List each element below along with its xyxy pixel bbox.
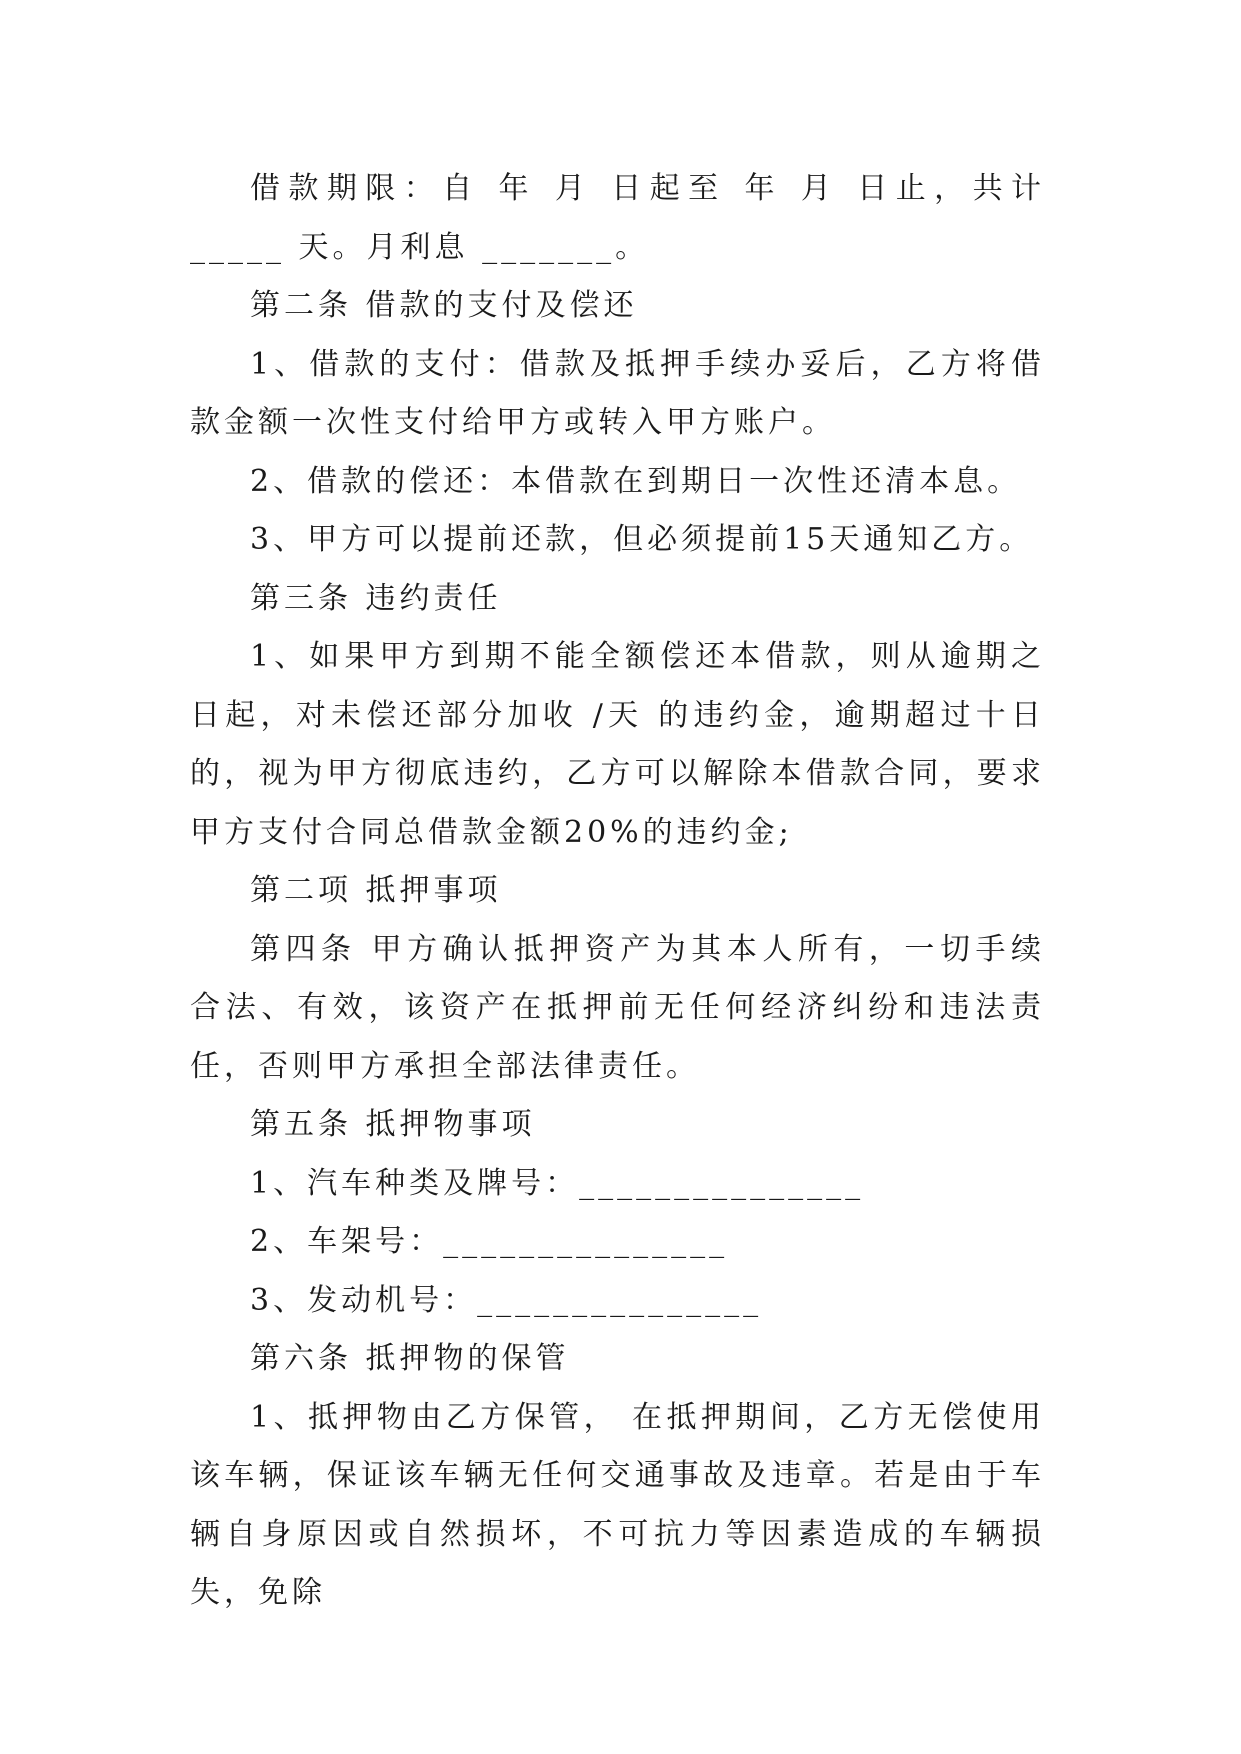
vehicle-type-field: 1、汽车种类及牌号：_______________ bbox=[250, 1165, 865, 1201]
loan-repayment-paragraph: 2、借款的偿还：本借款在到期日一次性还清本息。 bbox=[250, 463, 1022, 499]
early-repayment-paragraph: 3、甲方可以提前还款，但必须提前15天通知乙方。 bbox=[250, 522, 1034, 557]
section-2-heading: 第二项 抵押事项 bbox=[250, 873, 502, 908]
article-3-heading: 第三条 违约责任 bbox=[250, 580, 502, 616]
custody-paragraph: 1、抵押物由乙方保管， 在抵押期间，乙方无偿使用该车辆，保证该车辆无任何交通事故及违章。若是由于车辆自身原因或自然损坏，不可抗力等因素造成的车辆损失，免除 bbox=[190, 1399, 1045, 1610]
breach-paragraph: 1、如果甲方到期不能全额偿还本借款，则从逾期之日起，对未偿还部分加收 /天 的违约金，逾期超过十日的，视为甲方彻底违约，乙方可以解除本借款合同，要求甲方支付合同总借款金额20%的违约金; bbox=[190, 639, 1045, 850]
engine-number-field: 3、发动机号：_______________ bbox=[250, 1282, 763, 1318]
article-5-heading: 第五条 抵押物事项 bbox=[250, 1107, 536, 1142]
article-4-paragraph: 第四条 甲方确认抵押资产为其本人所有，一切手续合法、有效，该资产在抵押前无任何经济纠纷和违法责任，否则甲方承担全部法律责任。 bbox=[190, 931, 1045, 1084]
frame-number-field: 2、车架号：_______________ bbox=[250, 1224, 729, 1259]
article-2-heading: 第二条 借款的支付及偿还 bbox=[250, 288, 638, 323]
loan-term-paragraph: 借款期限：自 年 月 日起至 年 月 日止，共计 _____ 天。月利息 _______。 bbox=[190, 171, 1059, 265]
article-6-heading: 第六条 抵押物的保管 bbox=[250, 1341, 570, 1376]
loan-payment-paragraph: 1、借款的支付：借款及抵押手续办妥后，乙方将借款金额一次性支付给甲方或转入甲方账户。 bbox=[190, 346, 1045, 440]
